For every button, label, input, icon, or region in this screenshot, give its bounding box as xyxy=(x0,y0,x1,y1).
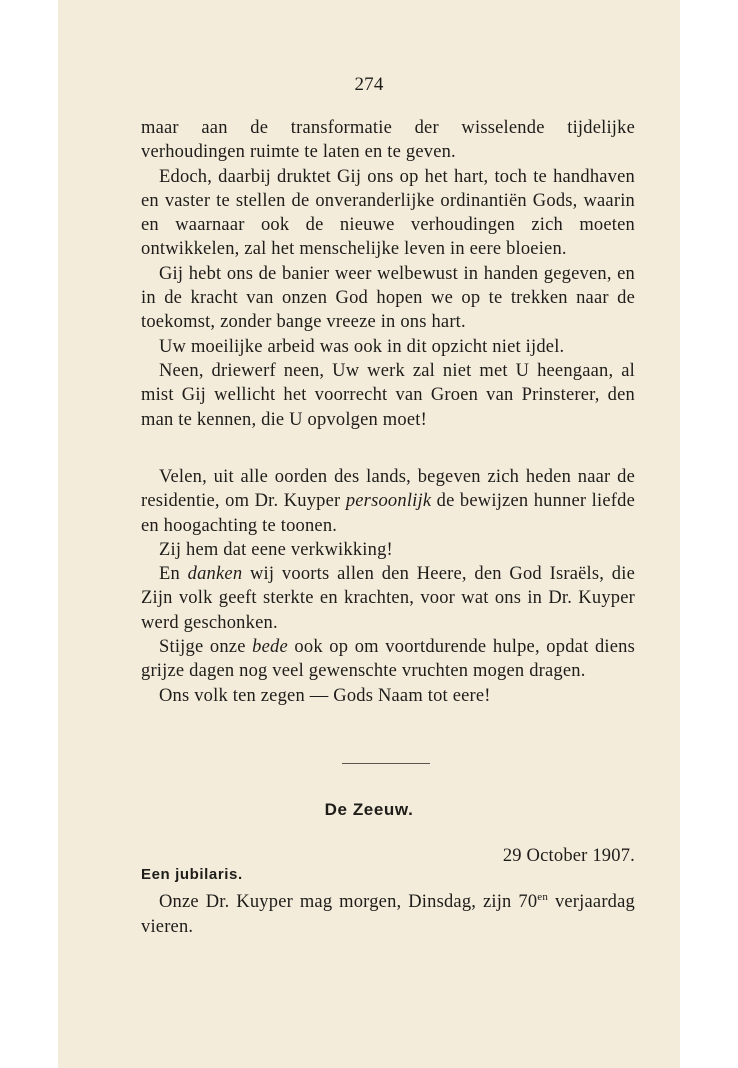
article-text-a: Onze Dr. Kuyper mag morgen, Dinsdag, zijn 70 xyxy=(159,892,538,912)
page-number: 274 xyxy=(354,74,384,95)
paragraph-7: Zij hem dat eene verkwikking! xyxy=(159,539,393,560)
article-heading: Een jubilaris. xyxy=(141,866,243,883)
paragraph-8-text-b: wij voorts allen den Heere, den God Israëls, die Zijn volk geeft sterkte en krachten, voor wat ons in Dr. Kuyper werd geschonken. xyxy=(141,564,635,633)
paragraph-6-text-a: Velen, uit alle oorden des lands, begeven zich heden naar de residentie, om Dr. Kuyper xyxy=(141,467,635,512)
emphasis-danken: danken xyxy=(187,564,243,585)
paragraph-2: Edoch, daarbij druktet Gij ons op het hart, toch te handhaven en vaster te stellen de onveranderlijke ordinantiën Gods, waarin en waarnaar ook de nieuwe verhoudingen zich moeten ontwikkelen, zal het menschelijke leven in eere bloeien. xyxy=(141,166,635,260)
article-text-b: verjaardag vieren. xyxy=(141,892,635,937)
paragraph-8 xyxy=(141,562,635,635)
paragraph-10: Ons volk ten zegen — Gods Naam tot eere! xyxy=(159,685,491,706)
paragraph-9-text-a: Stijge onze xyxy=(159,637,253,658)
ordinal-suffix: en xyxy=(537,890,549,903)
signature: De Zeeuw. xyxy=(324,800,414,819)
paragraph-1: maar aan de transformatie der wisselende tijdelijke verhoudingen ruimte te laten en te geven. xyxy=(141,118,635,163)
paragraph-3: Gij hebt ons de banier weer welbewust in handen gegeven, en in de kracht van onzen God hopen we op te trekken naar de toekomst, zonder bange vreeze in ons hart. xyxy=(141,263,635,333)
letter-body-part-1 xyxy=(141,116,635,432)
article-paragraph-1 xyxy=(141,890,635,940)
letter-body-part-2 xyxy=(141,465,635,708)
paragraph-8-text-a: En xyxy=(159,564,188,585)
paragraph-6-text-b: de bewijzen hunner liefde en hoogachting te toonen. xyxy=(141,491,635,536)
emphasis-bede: bede xyxy=(252,637,288,658)
paragraph-4: Uw moeilijke arbeid was ook in dit opzicht niet ijdel. xyxy=(159,336,565,357)
article-body xyxy=(141,890,635,940)
book-page xyxy=(58,0,680,1068)
emphasis-persoonlijk: persoonlijk xyxy=(345,491,432,512)
paragraph-9-text-b: ook op om voortdurende hulpe, opdat diens grijze dagen nog veel gewenschte vruchten mogen dragen. xyxy=(141,637,635,682)
dateline: 29 October 1907. xyxy=(502,846,635,866)
paragraph-9 xyxy=(141,635,635,684)
paragraph-6 xyxy=(141,465,635,538)
paragraph-5: Neen, driewerf neen, Uw werk zal niet met U heengaan, al mist Gij wellicht het voorrecht van Groen van Prinsterer, den man te kennen, die U opvolgen moet! xyxy=(141,360,635,430)
section-divider xyxy=(342,763,430,764)
